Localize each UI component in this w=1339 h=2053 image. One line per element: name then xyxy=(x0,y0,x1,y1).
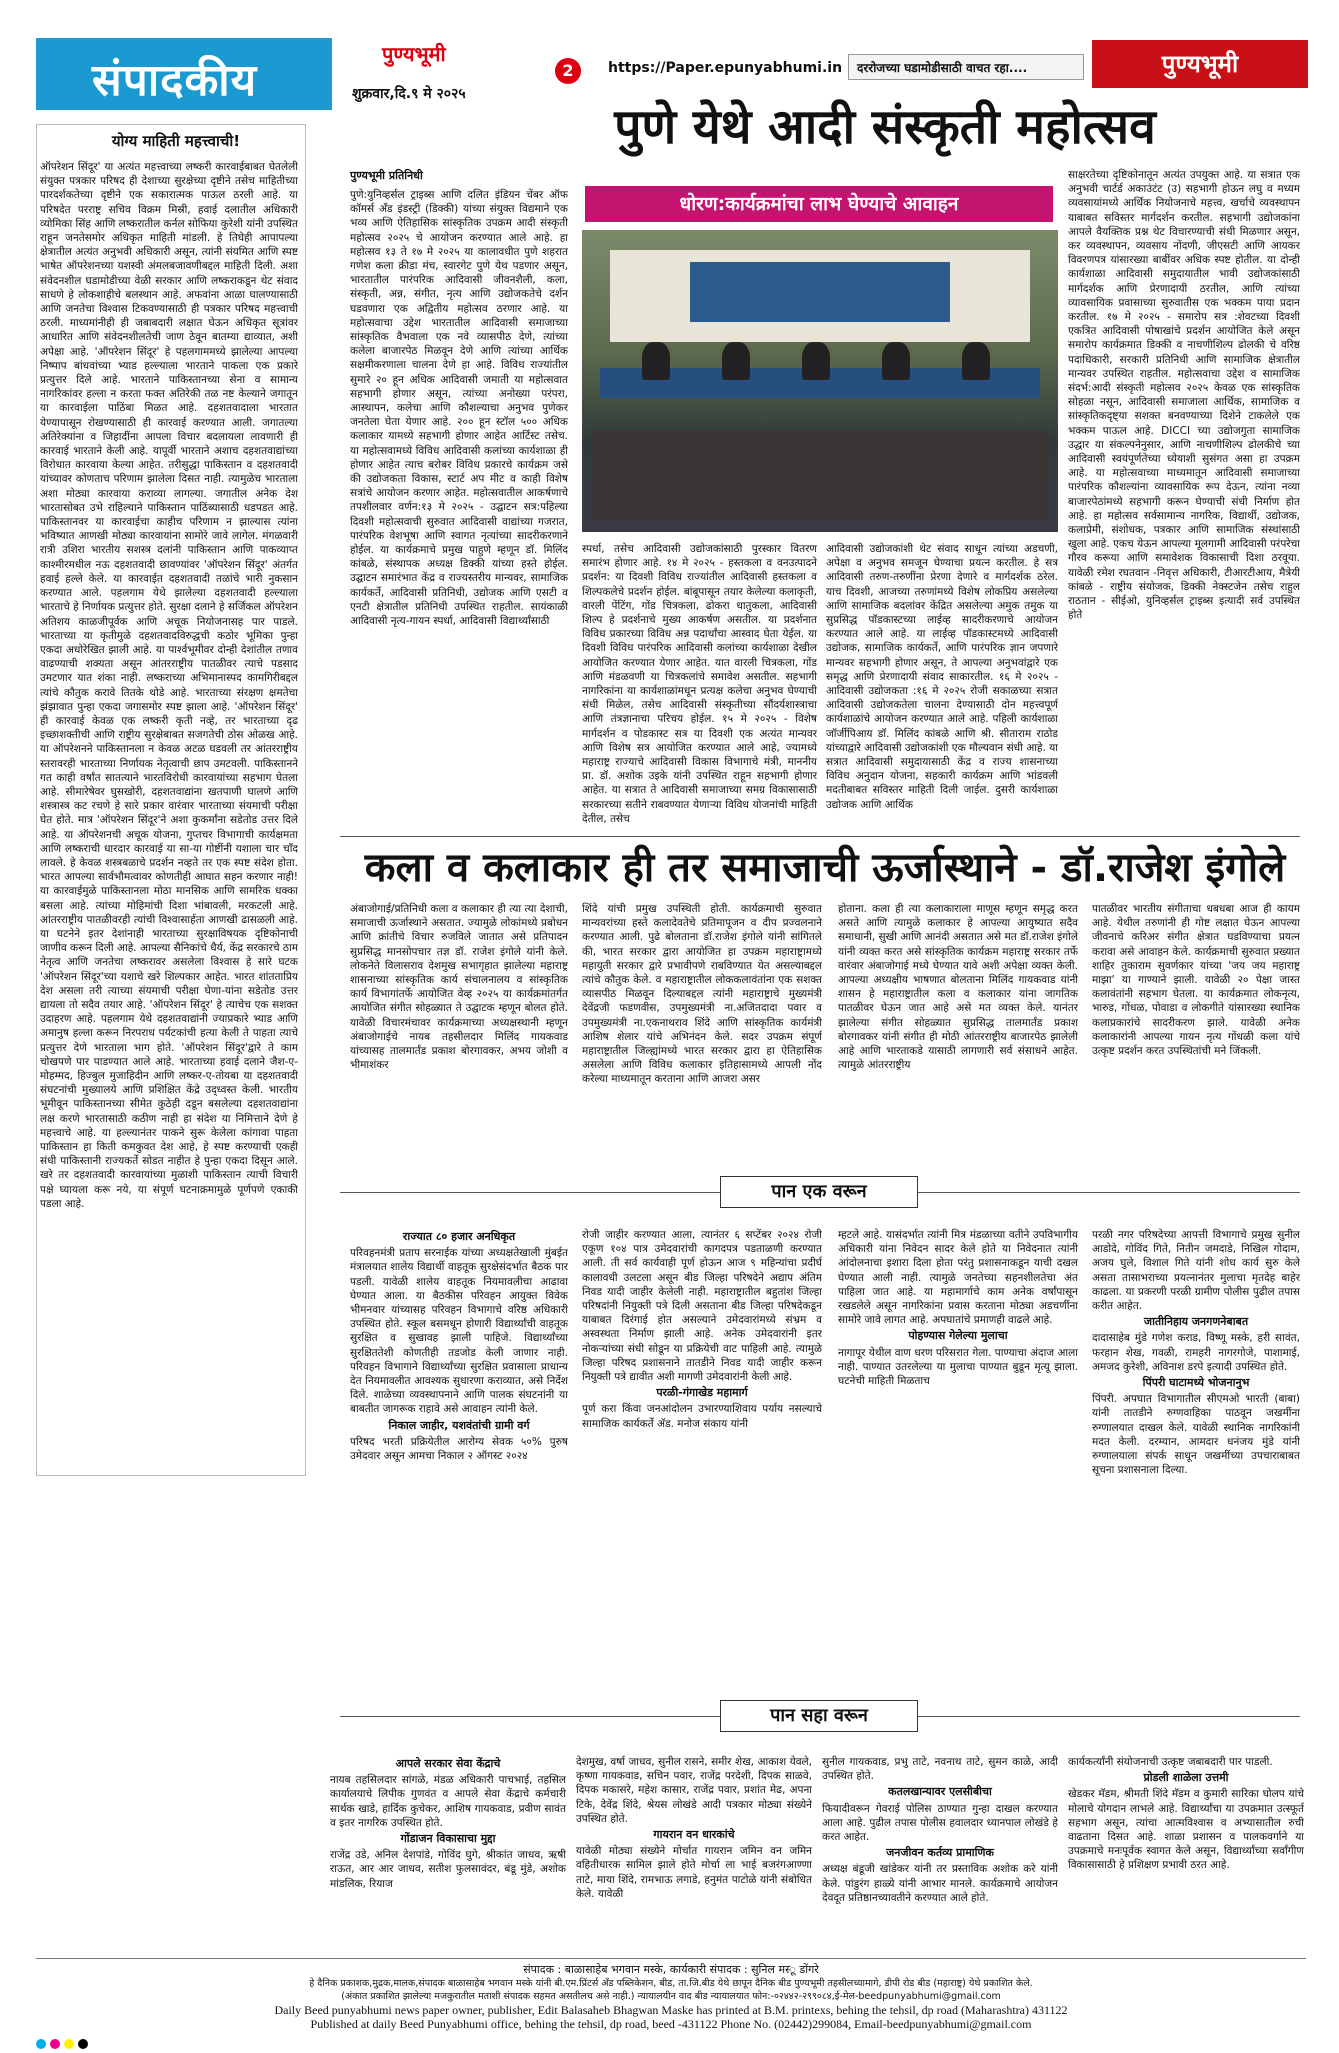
paragraph: नागापूर येथील वाण धरण परिसरात गेला. पाण्याचा अंदाज आला नाही. पाण्यात उतरलेल्या या मुलाचा पाण्यात बुडून मृत्यू झाला. घटनेची माहिती मिळताच xyxy=(838,1346,1078,1388)
editorial-title: योग्य माहिती महत्त्वाची! xyxy=(111,132,241,150)
footer-english-2: Published at daily Beed Punyabhumi office, behing the tehsil, dp road, beed -431122 Phone No. (02442)299084, Email-beedpunyabhumi@gmail.com xyxy=(310,2017,1032,2031)
page-number: 2 xyxy=(555,58,581,84)
article2-headline: कला व कलाकार ही तर समाजाची ऊर्जास्थाने - डॉ.राजेश इंगोले xyxy=(364,845,1286,891)
article-subheadline: धोरण:कार्यक्रमांचा लाभ घेण्याचे आवाहन xyxy=(585,186,1053,222)
subhead: निकाल जाहीर, यशवंतांची ग्रामी वर्ग xyxy=(388,1418,530,1432)
article-column-2: स्पर्धा, तसेच आदिवासी उद्योजकांसाठी पुरस्कार वितरण समारंभ होणार आहे. १४ मे २०२५ - हस्तकला व वनउत्पादने प्रदर्शन: या दिवशी विविध राज्यांतील आदिवासी हस्तकला व शिल्पकलेचे प्रदर्शन होईल. बांबूपासून तयार केलेल्या कलाकृती, वारली पेंटिंग, गोंड चित्रकला, ढोकरा धातुकला, आदिवासी शिल्प हे प्रदर्शनाचे मुख्य आकर्षण असतील. या प्रदर्शनात विविध प्रकारच्या विविध अन्न पदार्थांचा आस्वाद घेता येईल. या दिवशी विविध पारंपरिक आदिवासी कलांच्या कार्यशाळा देखील आयोजित करण्यात येणार आहेत. यात वारली चित्रकला, गोंड आणि मंडळवणी या चित्रकलांचे समावेश असतील. सहभागी नागरिकांना या कार्यशाळांमधून प्रत्यक्ष कलेचा अनुभव घेण्याची संधी मिळेल, तसेच आदिवासी संस्कृतीच्या सौंदर्यशास्त्राचा आणि तंत्रज्ञानाचा परिचय होईल. १५ मे २०२५ - विशेष मार्गदर्शन व पोडकास्ट सत्र या दिवशी एक अत्यंत मान्यवर आणि विशेष सत्र आयोजित करण्यात आले आहे, ज्यामध्ये महाराष्ट्र राज्याचे आदिवासी विकास विभागाचे मंत्री, माननीय प्रा. डॉ. अशोक उइके यांनी उपस्थित राहून सहभागी होणार आहेत. या सत्रात ते आदिवासी समाजाच्या समग्र विकासासाठी सरकारच्या सतीने राबवण्यात येणाऱ्या विविध योजनांची माहिती देतील, तसेच xyxy=(582,543,817,825)
article-headline: पुणे येथे आदी संस्कृती महोत्सव xyxy=(614,99,1156,155)
jump1-column-4 xyxy=(1092,1228,1300,1693)
jump6-column-3 xyxy=(822,1755,1058,1955)
subhead: पोहण्यास गेलेल्या मुलाचा xyxy=(908,1329,1008,1343)
paragraph: म्हटले आहे. यासंदर्भात त्यांनी मित्र मंडळाच्या वतीने उपविभागीय अधिकारी यांना निवेदन सादर केले होते या निवेदनात त्यांनी आंदोलनाचा इशारा दिला होता परंतु प्रशासनाकडून याची दखल घेण्यात आली नाही. त्यामुळे जनतेच्या सहनशीलतेचा अंत पाहिला जात आहे. या महामार्गाचे काम अनेक वर्षांपासून रखडलेले असून नागरिकांना प्रवास करताना मोठ्या अडचणींना सामोरे जावे लागत आहे. अपघातांचे प्रमाणही वाढले आहे. xyxy=(838,1229,1078,1327)
subhead: राज्यात ८० हजार अनधिकृत xyxy=(402,1230,516,1243)
paragraph: रोजी जाहीर करण्यात आला, त्यानंतर ६ सप्टेंबर २०२४ रोजी एकूण १०४ पात्र उमेदवारांची कागदपत्र पडताळणी करण्यात आली. ती सर्व कार्यवाही पूर्ण होऊन आज ९ महिन्यांचा प्रदीर्घ कालावधी उलटला असून बीड जिल्हा परिषदेने अद्याप अंतिम निवड यादी जाहीर केलेली नाही. महाराष्ट्रातील बहुतांश जिल्हा परिषदांनी नियुक्ती पत्रे दिली असताना बीड जिल्हा परिषदेकडून याबाबत दिरंगाई होत असल्याने उमेदवारांमध्ये संभ्रम व अस्वस्थता निर्माण झाली आहे. अनेक उमेदवारांनी इतर नोकऱ्यांच्या संधी सोडून या प्रक्रियेची वाट पाहिली आहे. त्यामुळे जिल्हा परिषद प्रशासनाने तातडीने निवड यादी जाहीर करून नियुक्ती पत्रे द्यावीत अशी मागणी उमेदवारांनी केली आहे. xyxy=(582,1229,822,1384)
footer-imprint: हे दैनिक प्रकाशक,मुद्रक,मालक,संपादक बाळासाहेब भगवान मस्के यांनी बी.एम.प्रिंटर्स अँड पब्लिकेशन, बीड, ता.जि.बीड येथे छापून दैनिक बीड पुण्यभूमी तहसीलच्यामागे, डीपी रोड बीड (महाराष्ट्र) येथे प्रकाशित केले. xyxy=(309,1978,1033,1989)
article2-column-3: होताना. कला ही त्या कलाकाराला माणूस म्हणून समृद्ध करत असते आणि त्यामुळे कलाकार हे आपल्या आयुष्यात सदैव समाधानी, सुखी आणि आनंदी असतात असे मत डॉ.राजेश इंगोले यांनी व्यक्त करत असे सांस्कृतिक कार्यक्रम महाराष्ट्र सरकार तर्फे वारंवार अंबाजोगाई मध्ये घेण्यात यावे अशी अपेक्षा व्यक्त केली. आपल्या अध्यक्षीय भाषणात बोलताना मिलिंद गायकवाड यांनी शासन हे महाराष्ट्रातील कला व कलाकार यांना जागतिक पातळीवर घेऊन जात आहे असे मत व्यक्त केले. यानंतर झालेल्या संगीत सोहळ्यात सुप्रसिद्ध तालमार्तंड प्रकाश बोरगावकर यांनी संगीत ही मोठी आंतरराष्ट्रीय बाजारपेठ झालेली आहे आणि भारताकडे यासाठी लागणारी सर्व संसाधने आहेत. त्यामुळे आंतरराष्ट्रीय xyxy=(838,903,1078,1072)
press-conference-photo xyxy=(582,230,1058,532)
paragraph: परळी नगर परिषदेच्या आपत्ती विभागाचे प्रमुख सुनील आडोदे, गोविंद गिते, नितीन जमदाडे, निखिल गोदाम, अजय घुले, विशाल गिते यांनी शोध कार्य सुरु केले असता तासाभराच्या प्रयत्नानंतर मुलाचा मृतदेह बाहेर काढला. या प्रकरणी परळी ग्रामीण पोलीस पुढील तपास करीत आहेत. xyxy=(1092,1229,1300,1313)
subhead: गायरान वन धारकांचे xyxy=(653,1828,735,1842)
subhead: परळी-गंगाखेड महामार्ग xyxy=(656,1386,748,1400)
article-column-3: आदिवासी उद्योजकांशी थेट संवाद साधून त्यांच्या अडचणी, अपेक्षा व अनुभव समजून घेण्याचा प्रयत्न करतील. हे सत्र आदिवासी तरुण-तरुणींना प्रेरणा देणारे व मार्गदर्शक ठरेल. याच दिवशी, आजच्या तरुणांमध्ये विशेष लोकप्रिय असलेल्या आणि सामाजिक बदलांवर केंद्रित असलेल्या अमुक तमुक या सुप्रसिद्ध पॉडकास्टच्या लाईव्ह सादरीकरणाचे आयोजन करण्यात आले आहे. या लाईव्ह पॉडकास्टमध्ये आदिवासी उद्योजक, सामाजिक कार्यकर्ते, आणि पारंपरिक ज्ञान जपणारे मान्यवर सहभागी होणार असून, ते आपल्या अनुभवांद्वारे एक समृद्ध आणि प्रेरणादायी संवाद साकारतील. १६ मे २०२५ - आदिवासी उद्योजकता :१६ मे २०२५ रोजी सकाळच्या सत्रात आदिवासी उद्योजकतेला चालना देण्यासाठी दोन महत्त्वपूर्ण कार्यशाळांचे आयोजन करण्यात आले आहे. पहिली कार्यशाळा जॉर्जीपिआय डॉ. मिलिंद कांबळे आणि श्री. सीताराम राठोड यांच्याद्वारे आदिवासी उद्योजकांशी एक मौल्यवान संधी आहे. या सत्रात आदिवासी समुदायासाठी केंद्र व राज्य शासनाच्या विविध अनुदान योजना, सहकारी कार्यक्रम आणि भांडवली मदतीबाबत सविस्तर माहिती दिली जाईल. दुसरी कार्यशाळा उद्योजक आणि आर्थिक xyxy=(826,543,1058,811)
subhead: कतलखान्यावर एलसीबीचा xyxy=(888,1785,992,1799)
paragraph: खेडकर मॅडम, श्रीमती शिंदे मॅडम व कुमारी सारिका घोलप यांचे मोलाचे योगदान लाभले आहे. विद्यार्थ्यांचा या उपक्रमात उत्स्फूर्त सहभाग असून, त्यांचा आत्मविश्वास व अभ्यासातील रुची वाढताना दिसत आहे. शाळा प्रशासन व पालकवर्गाने या उपक्रमाचे मनःपूर्वक स्वागत केले असून, विद्यार्थ्यांच्या सर्वांगीण विकासासाठी हे प्रशिक्षण प्रभावी ठरत आहे. xyxy=(1068,1788,1304,1872)
subhead: आपले सरकार सेवा केंद्राचे xyxy=(395,1757,501,1770)
section-title: संपादकीय xyxy=(92,55,258,106)
jump1-column-2 xyxy=(582,1228,822,1693)
paragraph: सुनील गायकवाड, प्रभु ताटे, नवनाथ ताटे, सुमन काळे, आदी उपस्थित होते. xyxy=(822,1756,1058,1783)
divider xyxy=(340,836,1300,837)
paragraph: राजेंद्र उडे, अनिल देशपांडे, गोविंद घुगे, श्रीकांत जाधव, ऋषी राऊत, आर आर जाधव, सतीश फुलसावंदर, बंडू मुंडे, अशोक मांडलिक, रियाज xyxy=(330,1849,566,1890)
article2-column-1: अंबाजोगाई/प्रतिनिधी कला व कलाकार ही त्या त्या देशाची, समाजाची ऊर्जास्थाने असतात. ज्यामुळे लोकांमध्ये प्रबोधन आणि क्रांतीचे विचार रुजविले जातात असे प्रतिपादन सुप्रसिद्ध मानसोपचार तज्ञ डॉ. राजेश इंगोले यांनी केले. लोकनेते विलासराव देशमुख सभागृहात झालेल्या महाराष्ट्र शासनाच्या सांस्कृतिक कार्य संचालनालय व सांस्कृतिक कार्य विभागांतर्फे आयोजित वेव्ह २०२५ या कार्यक्रमांतर्गत आयोजित संगीत सोहळ्यात ते उद्घाटक म्हणून बोलत होते. यावेळी विचारमंचावर कार्यक्रमाच्या अध्यक्षस्थानी म्हणून अंबाजोगाईचे नायब तहसीलदार मिलिंद गायकवाड यांच्यासह तालमार्तंड प्रकाश बोरगावकर, अभय जोशी व भीमाशंकर xyxy=(350,903,568,1072)
paragraph: पूर्ण करा किंवा जनआंदोलन उभारण्याशिवाय पर्याय नसल्याचे सामाजिक कार्यकर्ते ॲड. मनोज संकाय यांनी xyxy=(582,1403,822,1430)
jump1-column-3 xyxy=(838,1228,1078,1693)
jump1-column-1 xyxy=(350,1228,568,1683)
jump6-column-1 xyxy=(330,1755,566,1955)
subhead: पिंपरी घाटामध्ये भोजनानुभ xyxy=(1142,1376,1250,1390)
footer-disclaimer: (अंकात प्रकाशित झालेल्या मजकुरातील मताशी संपादक सहमत असतीलच असे नाही.) न्यायालयीन वाद बीड न्यायालयात फोन:-०२४४२-२९९०८४,ई-मेल-beedpunyabhumi@gmail.com xyxy=(341,1991,1001,2002)
paragraph: परिवहनमंत्री प्रताप सरनाईक यांच्या अध्यक्षतेखाली मुंबईत मंत्रालयात शालेय विद्यार्थी वाहतूक सुरक्षेसंदर्भात बैठक पार पडली. यावेळी शालेय वाहतूक नियमावलीचा आढावा घेण्यात आला. या बैठकीस परिवहन आयुक्त विवेक भीमनवार यांच्यासह परिवहन विभागाचे वरिष्ठ अधिकारी उपस्थित होते. स्कूल बसमधून होणारी विद्यार्थ्यांची वाहतूक सुरक्षित व सुखावह झाली पाहिजे. विद्यार्थ्यांच्या सुरक्षिततेशी कोणतीही तडजोड केली जाणार नाही. परिवहन विभागाने विद्यार्थ्यांच्या सुरक्षित प्रवासाला प्राधान्य देत नियमावलीत आवश्यक सुधारणा कराव्यात, असे निर्देश दिले. शाळेच्या व्यवस्थापनाने आणि पालक संघटनांनी या बाबतीत जागरूक राहावे असे आवाहन त्यांनी केले. xyxy=(350,1247,568,1416)
paragraph: पिंपरी. अपघात विभागातील सीएमओ भारती (बाबा) यांनी तातडीने रुग्णवाहिका पाठवून जखमींना रुग्णालयात दाखल केले. यावेळी स्थानिक नागरिकांनी मदत केली. दरम्यान, आमदार धनंजय मुंडे यांनी रुग्णालयाला संपर्क साधून जखमींच्या उपचाराबाबत सूचना प्रशासनाला दिल्या. xyxy=(1092,1393,1300,1477)
footer-editors: संपादक : बाळासाहेब भगवान मस्के, कार्यकारी संपादक : सुनिल मस्‍ू डोंगरे xyxy=(523,1963,819,1976)
paragraph: नायब तहसिलदार सांगळे, मंडळ अधिकारी पाचभाई, तहसिल कार्यालयाचे लिपीक गुणवंत व आपले सेवा केंद्राचे कर्मचारी सार्थक खाडे, हार्दिक कुचेकर, आशिष गायकवाड, प्रवीण सावंत व इतर नागरिक उपस्थित होते. xyxy=(330,1774,566,1829)
paper-logo-small: पुण्यभूमी xyxy=(382,42,446,66)
paragraph: फियादीवरून गेवराई पोलिस ठाण्यात गुन्हा दाखल करण्यात आला आहे. पुढील तपास पोलीस हवालदार ध्यानपाल लोखंडे हे करत आहेत. xyxy=(822,1802,1058,1844)
footer-english-1: Daily Beed punyabhumi news paper owner, publisher, Edit Balasaheb Bhagwan Maske has printed at B.M. printexs, behing the tehsil, dp road (Maharashtra) 431122 xyxy=(274,2003,1068,2017)
article-column-4: साक्षरतेच्या दृष्टिकोनातून अत्यंत उपयुक्त आहे. या सत्रात एक अनुभवी चार्टर्ड अकाउंटंट (उ) सहभागी होऊन लघु व मध्यम व्यवसायांमध्ये आर्थिक नियोजनाचे महत्त्व, खर्चाचे व्यवस्थापन याबाबत सविस्तर मार्गदर्शन करतील. सहभागी उद्योजकांना आपले वैयक्तिक प्रश्न थेट विचारण्याची संधी मिळणार असून, कर व्यवस्थापन, व्यवसाय नोंदणी, जीएसटी आणि आयकर विवरणपत्र यांसारख्या बाबींवर अधिक स्पष्ट होतील. या दोन्ही कार्यशाळा आदिवासी समुदायातील भावी उद्योजकांसाठी मार्गदर्शक आणि प्रेरणादायी ठरतील, आणि त्यांच्या व्यावसायिक प्रवासाच्या सुरुवातीस एक भक्कम पाया प्रदान करतील. १७ मे २०२५ - समारोप सत्र :शेवटच्या दिवशी एकत्रित आदिवासी पोषाखांचे प्रदर्शन आयोजित केले असून समारोप कार्यक्रमात डिक्की व नाचणीशिल्प ढोलकी चे वरिष्ठ पदाधिकारी, सरकारी प्रतिनिधी आणि सामाजिक क्षेत्रातील मान्यवर उपस्थित राहतील. महोत्सवाचा उद्देश व सामाजिक संदर्भ:आदी संस्कृती महोत्सव २०२५ केवळ एक सांस्कृतिक सोहळा नसून, आदिवासी समाजाला आर्थिक, सामाजिक व सांस्कृतिकदृष्ट्या सशक्त बनवण्याच्या दिशेने टाकलेले एक भक्कम पाऊल आहे. DICCI च्या उद्योजगुता सामाजिक उद्धार या संकल्पनेनुसार, आणि नाचणीशिल्प ढोलकीचे च्या आदिवासी स्वयंपूर्णतेच्या ध्येयाशी सुसंगत असा हा उपक्रम आहे. या महोत्सवाच्या माध्यमातून आदिवासी समाजाच्या पारंपरिक कौशल्यांना व्यावसायिक रूप देऊन, त्यांना नव्या बाजारपेठांमध्ये सहभागी करून घेण्याची संधी निर्माण होत आहे. हा महोत्सव सर्वसामान्य नागरिक, विद्यार्थी, उद्योजक, कलाप्रेमी, संशोधक, पत्रकार आणि सामाजिक संस्थांसाठी खुला आहे. एकच येऊन आपल्या मूलगामी आदिवासी परंपरेचा गौरव करूया आणि समावेशक विकासाची दिशा ठरवूया. यावेळी रमेश रघतवान -निवृत्त अधिकारी, टीआरटीआय, मैत्रेयी कांबळे - राष्ट्रीय संयोजक, डिक्की नेक्स्टजेन तसेच राहुल राठतान - सीईओ, युनिव्हर्सल ट्राइब्स इत्यादी सर्व उपस्थित होते xyxy=(1068,169,1300,622)
issue-date: शुक्रवार,दि.९ मे २०२५ xyxy=(352,86,466,102)
article2-column-4: पातळीवर भारतीय संगीताचा धबधबा आज ही कायम आहे. येथील तरुणांनी ही गोष्ट लक्षात घेऊन आपल्या जीवनाचे करिअर संगीत क्षेत्रात घडविण्याचा प्रयत्न करावा असे आवाहन केले. कार्यक्रमाची सुरुवात प्रख्यात शाहिर तुकाराम सुवर्णकार यांच्या 'जय जय महाराष्ट्र माझा' या गाण्याने झाली. यावेळी २० पेक्षा जास्त कलावंतांनी सहभाग घेतला. या कार्यक्रमात लोकनृत्य, भारुड, गोंधळ, पोवाडा व लोकगीते यांसारख्या स्थानिक कलाप्रकारांचे सादरीकरण झाले. यावेळी अनेक कलाकारांनी आपल्या गायन नृत्य गोंधळी कला यांचे उत्कृष्ट प्रदर्शन करत उपस्थितांची मने जिंकली. xyxy=(1092,903,1300,1058)
paper-logo-right: पुण्यभूमी xyxy=(1092,40,1308,88)
paragraph: कार्यकर्त्यांनी संयोजनाची उत्कृष्ट जबाबदारी पार पाडली. xyxy=(1068,1756,1273,1768)
subhead: जनजीवन कर्तव्य प्रामाणिक xyxy=(886,1846,994,1860)
jump6-column-2 xyxy=(576,1755,812,1955)
article2-column-2: शिंदे यांची प्रमुख उपस्थिती होती. कार्यक्रमाची सुरुवात मान्यवरांच्या हस्ते कलादेवतेचे प्रतिमापूजन व दीप प्रज्वलनाने करण्यात आली. पुढे बोलताना डॉ.राजेश इंगोले यांनी सांगितले की, भारत सरकार द्वारा आयोजित हा उपक्रम महाराष्ट्रामध्ये महायुती सरकार द्वारे प्रभावीपणे राबविण्यात येत असल्याबद्दल त्यांचे कौतुक केले. व महाराष्ट्रातील लोककलावंतांना एक सशक्त व्यासपीठ मिळवून दिल्याबद्दल त्यांनी महाराष्ट्राचे मुख्यमंत्री देवेंद्रजी फडणवीस, उपमुख्यमंत्री ना.अजितदादा पवार व उपमुख्यमंत्री ना.एकनाथराव शिंदे आणि सांस्कृतिक कार्यमंत्री आशिष शेलार यांचे अभिनंदन केले. सदर उपक्रम संपूर्ण महाराष्ट्रातील जिल्ह्यांमध्ये भारत सरकार द्वारा हा ऐतिहासिक असलेला आणि विविध कलाकार इतिहासामध्ये आपली नोंद करेल्या माध्यमातून करताना आणि आजरा असर xyxy=(582,903,822,1086)
paragraph: परिषद भरती प्रक्रियेतील आरोग्य सेवक ५०% पुरुष उमेदवार असून आमचा निकाल २ ऑगस्ट २०२४ xyxy=(350,1435,568,1463)
paragraph: अध्यक्ष बंडूजी खांडेकर यांनी तर प्रस्ताविक अशोक करे यांनी केले. पांडुरंग हाळ्ये यांनी आभार मानले. कार्यक्रमाचे आयोजन देवदूत प्रतिष्ठानच्यावतीने करण्यात आले होते. xyxy=(822,1863,1058,1904)
subhead: प्रोडली शाळेला उत्तमी xyxy=(1143,1771,1229,1785)
editorial-body: ऑपरेशन सिंदूर' या अत्यंत महत्त्वाच्या लष्करी कारवाईबाबत घेतलेली संयुक्त पत्रकार परिषद ही देशाच्या सुरक्षेच्या दृष्टीने तसेच माहितीच्या पारदर्शकतेच्या दृष्टीने एक सकारात्मक पाऊल ठरली आहे. या परिषदेत परराष्ट्र सचिव विक्रम मिस्री, हवाई दलातील अधिकारी व्योमिका सिंह आणि लष्करातील कर्नल सोफिया कुरेशी यांनी उपस्थित राहून जनतेसमोर अधिकृत माहिती मांडली. हे तिघेही आपापल्या क्षेत्रातील अत्यंत अनुभवी अधिकारी असून, त्यांनी संयमित आणि स्पष्ट भाषेत ऑपरेशनच्या यशस्वी अंमलबजावणीबद्दल माहिती दिली. अशा संवेदनशील घडामोडीच्या वेळी सरकार आणि लष्कराकडून थेट संवाद साधणे हे लोकशाहीचे बलस्थान आहे. अफवांना आळा घालण्यासाठी आणि जनतेचा विश्वास टिकवण्यासाठी ही पत्रकार परिषद महत्त्वाची ठरली. माध्यमांनीही ही जबाबदारी लक्षात घेऊन अधिकृत सूत्रांवर आधारित आणि संवेदनशीलतेची जाण ठेवून बातम्या द्याव्यात, अशी अपेक्षा आहे. 'ऑपरेशन सिंदूर' हे पहलगाममध्ये झालेल्या आपल्या निष्पाप बांधवांच्या भ्याड हल्ल्याला भारताने पाकला एक प्रकारे प्रत्युत्तर दिले आहे. भारताने पाकिस्तानच्या सेना व सामान्य नागरिकांवर हल्ला न करता फक्त अतिरेकी तळ नष्ट केल्याने जगातून या कारवाईला पाठिंबा मिळत आहे. दहशतवादाला भारतात येण्यापासून रोखण्यासाठी ही कारवाई करण्यात आली. जगातल्या अतिरेक्यांना व जिहादींना आपला विचार बदलायला लावणारी ही कारवाई भारताने केली आहे. यापूर्वी भारताने अशाच दहशतवाद्यांच्या विरोधात कारवाया केल्या आहेत. तरीसुद्धा पाकिस्तान व दहशतवादी यांच्यावर कोणताच परिणाम झालेला दिसत नाही. त्यामुळेच भारताला अशा मोठ्या कारवाया कराव्या लागल्या. जगातील अनेक देश भारतासोबत उभे राहिल्याने पाकिस्तान पाठिंब्यासाठी धडपडत आहे. पाकिस्तानवर या कारवाईचा काहीच परिणाम न झाल्यास त्यांना भविष्यात आणखी मोठ्या कारवायांना सामोरे जावे लागेल. मंगळवारी रात्री उशिरा भारतीय सशस्त्र दलांनी पाकिस्तान आणि पाकव्याप्त काश्मीरमधील नऊ दहशतवादी छावण्यांवर 'ऑपरेशन सिंदूर' अंतर्गत हवाई हल्ले केले. या कारवाईत दहशतवादी तळांचे भारी नुकसान करण्यात आले. पहलगाम येथे झालेल्या दहशतवादी हल्ल्याला भारताचे हे निर्णायक प्रत्युत्तर होते. सुरक्षा दलाने हे सर्जिकल ऑपरेशन अतिशय काळजीपूर्वक आणि अचूक नियोजनासह पार पाडले. भारताच्या या कृतीमुळे दहशतवादविरुद्धची कठोर भूमिका पुन्हा एकदा अधोरेखित झाली आहे. या पार्श्वभूमीवर दोन्ही देशांतील तणाव वाढण्याची शक्यता असून आंतरराष्ट्रीय पातळीवर त्याचे पडसाद उमटणार यात शंका नाही. लष्कराच्या अभिमानास्पद कामगिरीबद्दल त्यांचे कौतुक करावे तितके थोडे आहे. भारताच्या संरक्षण क्षमतेचा झंझावात पुन्हा एकदा जगासमोर स्पष्ट झाला आहे. 'ऑपरेशन सिंदूर' ही कारवाई केवळ एक लष्करी कृती नव्हे, तर भारताच्या दृढ इच्छाशक्तीची आणि राष्ट्रीय सुरक्षेबाबत सजगतेची ठोस ओळख आहे. या ऑपरेशनने पाकिस्तानला न केवळ अटळ घडवली तर आंतरराष्ट्रीय स्तरावरही भारताच्या निर्णायक नेतृत्वाची छाप उमटवली. पाकिस्तानने गत काही वर्षांत सातत्याने भारतविरोधी कारवायांच्या सहभाग घेतला आहे. सीमारेषेवर घुसखोरी, दहशतवाद्यांना खतपाणी घालणे आणि शस्त्रास्त्र कट रचणे हे सारे प्रकार वारंवार भारताच्या संयमाची परीक्षा घेत होते. मात्र 'ऑपरेशन सिंदूर'ने अशा कुकर्मांना सडेतोड उत्तर दिले आहे. या ऑपरेशनची अचूक योजना, गुप्तचर विभागाची कार्यक्षमता आणि लष्कराची धारदार कारवाई या सा-या गोष्टींनी यशाला चार चाँद लावले. हे केवळ शस्त्रबळाचे प्रदर्शन नव्हते तर एक स्पष्ट संदेश होता. भारत आपल्या सार्वभौमत्वावर कोणतीही आघात सहन करणार नाही! या कारवाईमुळे पाकिस्तानला मोठा मानसिक आणि सामरिक धक्का बसला आहे. त्यांच्या मोहिमांची दिशा भांबावली, मरकटली आहे. आंतरराष्ट्रीय पातळीवरही त्यांची विश्वासार्हता आणखी ढासळली आहे. या घटनेने इतर देशांनाही भारताच्या सुरक्षाविषयक दृष्टिकोनाची जाणीव करून दिली आहे. आपल्या सैनिकांचे धैर्य, केंद्र सरकारचे ठाम नेतृत्व आणि जनतेचा लष्करावर असलेला विश्वास हे सारे घटक 'ऑपरेशन सिंदूर'च्या यशाचे खरे शिल्पकार आहेत. भारत शांतताप्रिय देश असला तरी त्याच्या संयमाची परीक्षा घेणा-यांना सडेतोड उत्तर द्यायला तो सदैव तयार आहे. 'ऑपरेशन सिंदूर' हे त्याचेच एक सशक्त उदाहरण आहे. पहलगाम येथे दहशतवाद्यांनी ज्याप्रकारे भ्याड आणि अमानुष हल्ला करून निरपराध पर्यटकांची हत्या केली ते पाहता त्याचे प्रत्युत्तर देणे भारताला भाग होते. 'ऑपरेशन सिंदूर'द्वारे ते काम चोखपणे पार पाडण्यात आले आहे. भारताच्या हवाई दलाने जैश-ए-मोहम्मद, हिज्बुल मुजाहिदीन आणि लष्कर-ए-तोयबा या दहशतवादी संघटनांची मुख्यालये आणि प्रशिक्षित केंद्रे उद्ध्वस्त केली. भारतीय भूमीवून पाकिस्तानच्या सीमेत कुठेही दडून बसलेल्या दहशतवाद्यांना लक्ष करणे भारतासाठी कठीण नाही हा संदेश या निमित्ताने देणे हे महत्त्वाचे आहे. या हल्ल्यानंतर पाकने सुरू केलेला कांगावा पाहता पाकिस्तान हा किती कमकुवत देश आहे, हे स्पष्ट करण्याची एकही संधी पाकिस्तानी राज्यकर्ते सोडत नाहीत हे पुन्हा एकदा दिसून आले. खरे तर दहशतवादी कारवायांच्या मुळाशी पाकिस्तान त्याची विचारी पक्षे घ्यायला करू नये, या संपूर्ण घटनाक्रमामुळे पूर्णपणे एकाकी पडला आहे. xyxy=(40,161,298,1210)
tagline: दररोजच्या घडामोडीसाठी वाचत रहा.... xyxy=(848,54,1084,80)
jump6-column-4 xyxy=(1068,1755,1304,1955)
website-url[interactable]: https://Paper.epunyabhumi.in xyxy=(608,60,843,76)
subhead: जातीनिहाय जनगणनेबाबत xyxy=(1143,1315,1249,1329)
paragraph: देशमुख, वर्षा जाधव, सुनील रासने, समीर शेख, आकाश येवले, कृष्णा गायकवाड, सचिन पवार, राजेंद्र परदेशी, दिपक साळवे, दिपक मकासरे, महेश कासार, राजेंद्र पवार, प्रशांत मेढ, अपना टिके, देवेंद्र शिंदे, श्रेयस लोखंडे आदी पत्रकार मोठ्या संख्येने उपस्थित होते. xyxy=(576,1756,812,1825)
subhead: गोंडाजन विकासाचा मुद्दा xyxy=(400,1832,496,1846)
byline: पुण्यभूमी प्रतिनिधी xyxy=(350,169,423,182)
continued-from-page-six: पान सहा वरून xyxy=(720,1700,918,1732)
continued-from-page-one: पान एक वरून xyxy=(720,1176,918,1208)
color-registration-marks xyxy=(36,2034,1306,2044)
paragraph: यावेळी मोठ्या संख्येने मोर्चात गायरान जमिन वन जमिन वहितीधारक सामिल झाले होते मोर्चा ला भाई बजरंगआण्णा ताटे, माया शिंदे, रामभाऊ लगाडे, हनुमंत पाटोळे यांनी संबोधित केले. यावेळी xyxy=(576,1845,812,1900)
paragraph: दादासाहेब मुंडे गणेश कराड, विष्णू मस्के, हरी सावंत, फरहान शेख, गवळी, रामहरी नागरगोजे, पाशामाई, अमजद कुरेशी, अविनाश डरपे इत्यादी उपस्थित होते. xyxy=(1092,1332,1300,1373)
article-column-1: पुणे:युनिव्हर्सल ट्राइब्स आणि दलित इंडियन चेंबर ऑफ कॉमर्स अँड इंडस्ट्री (डिक्की) यांच्या संयुक्त विद्यमाने एक भव्य आणि ऐतिहासिक सांस्कृतिक उपक्रम आदी संस्कृती महोत्सव २०२५ चे आयोजन करण्यात आले आहे. हा महोत्सव १३ ते १७ मे २०२५ या कालावधीत पुणे शहरात गणेश कला क्रीडा मंच, स्वारगेट पुणे येथ पडणार असून, भारतातील पारंपरिक आदिवासी जीवनशैली, कला, संस्कृती, अन्न, संगीत, नृत्य आणि उद्योजकतेचे दर्शन घडवणारा एक अद्वितीय महोत्सव ठरणार आहे. या महोत्सवाचा उद्देश भारतातील आदिवासी समाजाच्या सांस्कृतिक वैभवाला एक नवे व्यासपीठ देणे, त्यांच्या कलेला बाजारपेठ मिळवून देणे आणि त्यांच्या आर्थिक सक्षमीकरणाला चालना देणे हा आहे. विविध राज्यांतील सुमारे २० हून अधिक आदिवासी जमाती या महोत्सवात सहभागी होणार असून, त्यांच्या अनोख्या परंपरा, आस्थापन, कलेचा आणि कौशल्याचा अनुभव पुणेकर जनतेला घेता येणार आहे. २०० हून स्टॉल ५०० अधिक कलाकार यामध्ये सहभागी होणार आहेत आर्टिस्ट तसेच. या महोत्सवामध्ये विविध आदिवासी कलांच्या कार्यशाळा ही होणार आहेत त्याच बरोबर विविध प्रकारचे कार्यक्रम जसे की उद्योजकता विकास, स्टार्ट अप मीट व काही विशेष सत्रांचे आयोजन करणार आहेत. महोत्सवातील आकर्षणाचे तपशीलवार वर्णन:१३ मे २०२५ - उद्घाटन सत्र:पहिल्या दिवशी महोत्सवाची सुरुवात आदिवासी वाद्यांच्या गजरात, पारंपरिक वेशभूषा आणि स्वागत नृत्यांच्या सादरीकरणाने होईल. या कार्यक्रमाचे प्रमुख पाहुणे म्हणून डॉ. मिलिंद कांबळे, संस्थापक अध्यक्ष डिक्की यांच्या हस्ते होईल. उद्घाटन समारंभात केंद्र व राज्यस्तरीय मान्यवर, सामाजिक कार्यकर्ते, आदिवासी प्रतिनिधी, उद्योजक आणि एसटी व एनटी क्षेत्रातील प्रतिनिधी उपस्थित राहतील. सायंकाळी आदिवासी नृत्य-गायन स्पर्धा, आदिवासी विद्यार्थ्यांसाठी xyxy=(350,189,568,628)
